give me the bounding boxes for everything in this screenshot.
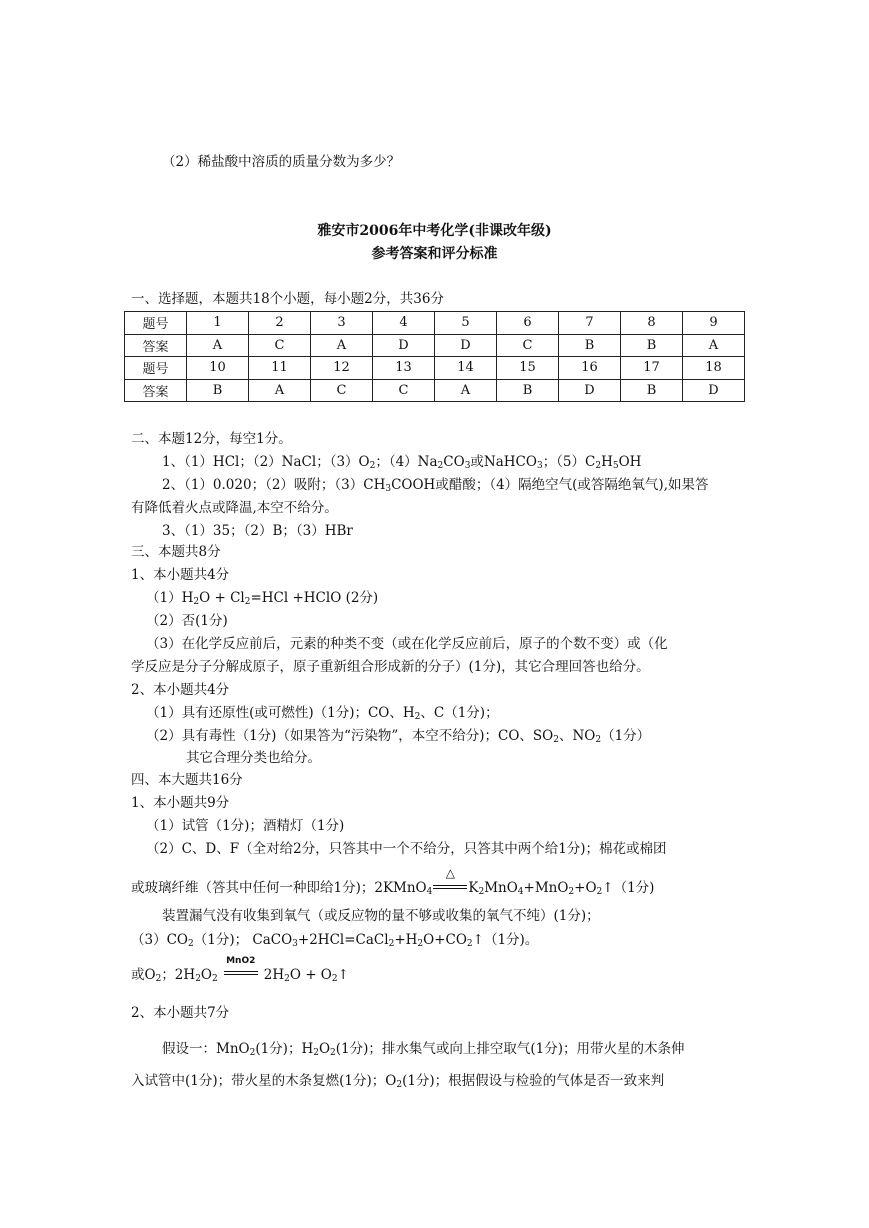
section-2-item-2: 2、（1）0.020；（2）吸附；$(3)CH_3COOH$或醋酸；（4）隔绝空气(或答隔绝氧气),如果答 <box>162 477 709 494</box>
section-4-part-1-q2-note: 装置漏气没有收集到氧气（或反应物的量不够或收集的氧气不纯）(1分)； <box>162 908 600 924</box>
table-cell: B <box>559 334 621 357</box>
section-2-item-1: 1、（1）HCl；（2）NaCl；$(3)O_2$；$(4)Na_2CO_3$或NaHCO$_3$；$(5)C_2H_5OH$ <box>162 454 642 471</box>
table-cell: B <box>497 379 559 402</box>
section-4-part-1-heading: 1、本小题共9分 <box>131 795 230 811</box>
table-cell: 5 <box>435 312 497 335</box>
table-cell: D <box>683 379 745 402</box>
section-2-item-2-cont: 有降低着火点或降温,本空不给分。 <box>131 500 338 516</box>
table-row-header-cell: 题号 <box>125 357 187 380</box>
table-cell: 7 <box>559 312 621 335</box>
section-2-heading: 二、本题12分，每空1分。 <box>131 431 292 447</box>
section-3-part-1-q1: $(1)H_2O + Cl_2=HCl$ +HClO (2分) <box>146 590 379 607</box>
section-3-part-1-q3: （3）在化学反应前后，元素的种类不变（或在化学反应前后，原子的个数不变）或（化 <box>146 636 668 652</box>
section-3-part-2-q1: （1）具有还原性(或可燃性)（1分)；CO、$H_2$、C（1分)； <box>146 705 499 722</box>
table-row <box>125 357 745 380</box>
table-cell: 8 <box>621 312 683 335</box>
table-cell: B <box>621 379 683 402</box>
table-cell: 13 <box>373 357 435 380</box>
table-row-header-cell: 题号 <box>125 312 187 335</box>
table-cell: D <box>373 334 435 357</box>
table-cell: A <box>187 334 249 357</box>
table-cell: 1 <box>187 312 249 335</box>
table-row <box>125 312 745 335</box>
section-4-part-1-q2: （2）C、D、F（全对给2分，只答其中一个不给分，只答其中两个给1分)；棉花或棉团 <box>146 841 667 857</box>
catalyst-condition-sign: MnO2 <box>224 966 258 984</box>
section-4-part-2-line-2: 入试管中(1分)；带火星的木条复燃(1分)；$O_2(1$分)；根据假设与检验的气体是否一致来判 <box>131 1073 665 1090</box>
section-4-part-1-q3: $(3)CO_2(1$分)； $CaCO_3+2HCl=CaCl_2+H_2O+CO_2↑(1$分)。 <box>131 932 539 949</box>
section-3-part-2-note: 其它合理分类也给分。 <box>186 750 321 766</box>
table-cell: C <box>311 379 373 402</box>
heat-condition-sign: △ <box>433 879 467 897</box>
table-cell: 12 <box>311 357 373 380</box>
section-3-heading: 三、本题共8分 <box>131 544 221 560</box>
table-row-header-cell: 答案 <box>125 379 187 402</box>
section-4-part-1-q1: （1）试管（1分)；酒精灯（1分) <box>146 818 345 834</box>
section-4-part-1-q3-alt: 或$O_2$；$2H_2O_2$ MnO2 $2H_2O$ + $O_2↑$ <box>131 956 349 984</box>
table-cell: 6 <box>497 312 559 335</box>
table-cell: 11 <box>249 357 311 380</box>
table-cell: B <box>187 379 249 402</box>
section-3-part-1-heading: 1、本小题共4分 <box>131 567 230 583</box>
section-4-part-2-heading: 2、本小题共7分 <box>131 1005 230 1021</box>
section-4-part-2-line-1: 假设一：MnO$_2$(1分)；$H_2O_2(1$分)；排水集气或向上排空取气(1分)；用带火星的木条伸 <box>162 1041 685 1058</box>
table-cell: 4 <box>373 312 435 335</box>
table-cell: A <box>311 334 373 357</box>
table-cell: B <box>621 334 683 357</box>
section-3-part-2-heading: 2、本小题共4分 <box>131 682 230 698</box>
answer-subtitle: 参考答案和评分标准 <box>371 246 498 262</box>
table-cell: 15 <box>497 357 559 380</box>
table-row-header-cell: 答案 <box>125 334 187 357</box>
table-cell: C <box>249 334 311 357</box>
question-2-line: （2）稀盐酸中溶质的质量分数为多少？ <box>162 154 401 170</box>
table-cell: 16 <box>559 357 621 380</box>
answer-table <box>124 311 745 402</box>
section-2-item-3: 3、（1）35；（2）B；（3）HBr <box>162 523 353 539</box>
table-cell: A <box>683 334 745 357</box>
table-cell: D <box>435 334 497 357</box>
table-cell: A <box>249 379 311 402</box>
table-cell: 17 <box>621 357 683 380</box>
table-cell: 14 <box>435 357 497 380</box>
table-cell: C <box>497 334 559 357</box>
table-cell: C <box>373 379 435 402</box>
table-row <box>125 379 745 402</box>
table-cell: 10 <box>187 357 249 380</box>
section-1-heading: 一、选择题，本题共18个小题，每小题2分，共36分 <box>131 291 444 307</box>
section-3-part-2-q2: （2）具有毒性（1分)（如果答为“污染物”，本空不给分)；CO、$SO_2$、$NO_2(1$分） <box>146 728 651 745</box>
table-cell: 2 <box>249 312 311 335</box>
section-4-part-1-q2-cont: 或玻璃纤维（答其中任何一种即给1分)；2KMnO$_4$ △ $K_2MnO_4+MnO_2+O_2↑(1$分) <box>131 866 655 897</box>
table-cell: 18 <box>683 357 745 380</box>
section-4-heading: 四、本大题共16分 <box>131 772 243 788</box>
answer-title: 雅安市2006年中考化学(非课改年级) <box>317 223 552 239</box>
section-3-part-1-q3-cont: 学反应是分子分解成原子，原子重新组合形成新的分子）(1分)，其它合理回答也给分。 <box>131 659 650 675</box>
table-cell: 9 <box>683 312 745 335</box>
table-row <box>125 334 745 357</box>
table-cell: A <box>435 379 497 402</box>
table-cell: 3 <box>311 312 373 335</box>
table-cell: D <box>559 379 621 402</box>
section-3-part-1-q2: （2）否(1分) <box>146 613 228 629</box>
